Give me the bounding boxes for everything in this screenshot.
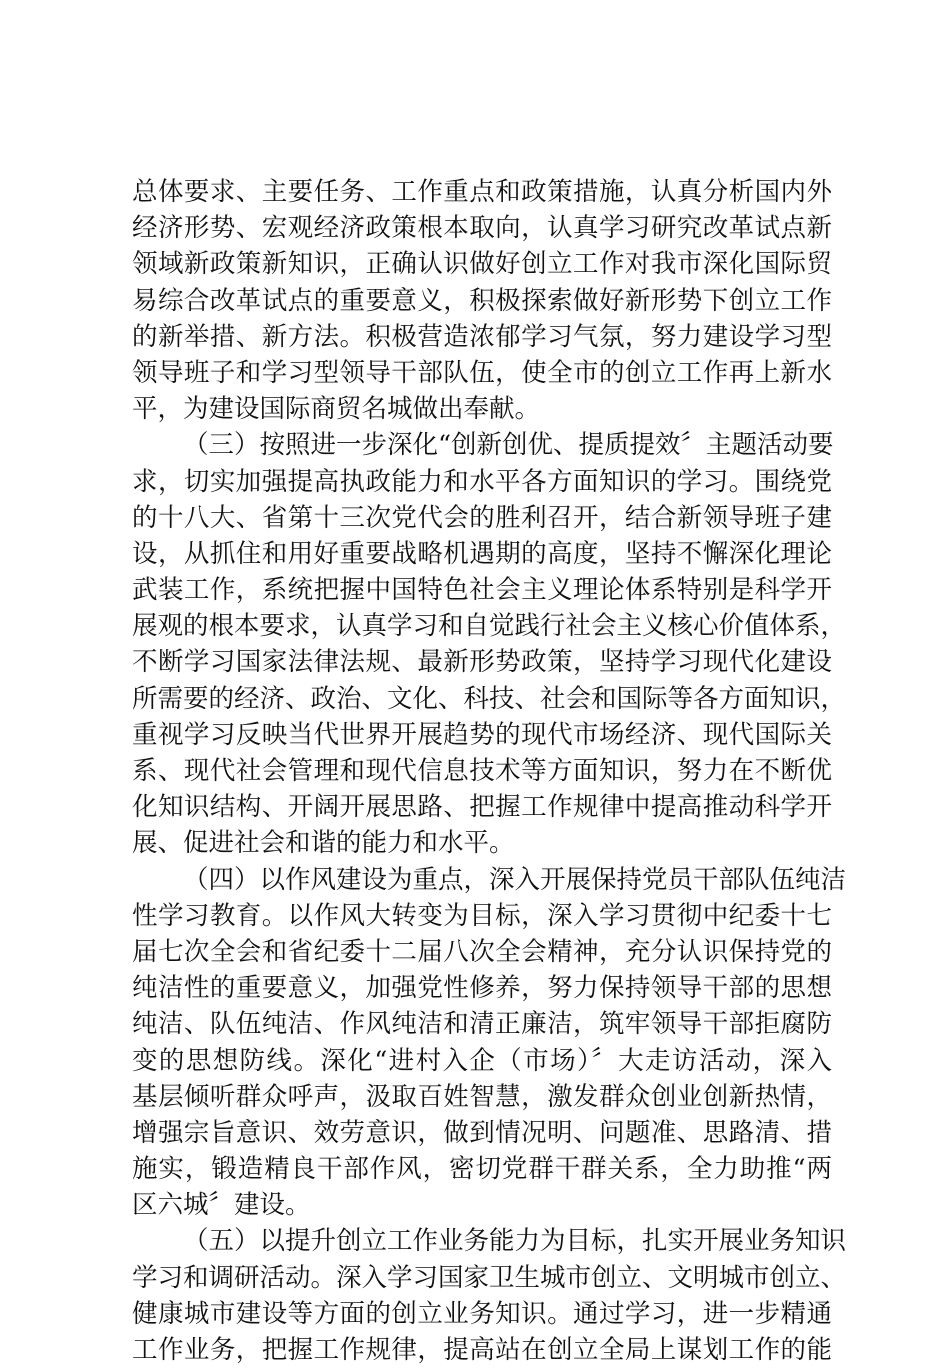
text-line: 的新举措、新方法。积极营造浓郁学习气氛，努力建设学习型 — [132, 321, 832, 352]
text-line: 的十八大、省第十三次党代会的胜利召开，结合新领导班子建 — [132, 502, 832, 533]
text-line: 施实，锻造精良干部作风，密切党群干群关系，全力助推“两 — [132, 1154, 832, 1185]
text-line: 增强宗旨意识、效劳意识，做到情况明、问题准、思路清、措 — [132, 1117, 832, 1148]
text-line: 展、促进社会和谐的能力和水平。 — [132, 828, 515, 859]
text-line: 基层倾听群众呼声，汲取百姓智慧，激发群众创业创新热情， — [132, 1081, 832, 1112]
text-line: 届七次全会和省纪委十二届八次全会精神，充分认识保持党的 — [132, 936, 832, 967]
text-line: 化知识结构、开阔开展思路、把握工作规律中提高推动科学开 — [132, 792, 832, 823]
text-line: 健康城市建设等方面的创立业务知识。通过学习，进一步精通 — [132, 1298, 832, 1329]
text-line: 区六城〞建设。 — [132, 1190, 311, 1221]
body-text — [132, 174, 847, 1368]
text-line: 性学习教育。以作风大转变为目标，深入学习贯彻中纪委十七 — [132, 900, 832, 931]
text-line: 易综合改革试点的重要意义，积极探索做好新形势下创立工作 — [132, 285, 832, 316]
text-line: （四）以作风建设为重点，深入开展保持党员干部队伍纯洁 — [183, 864, 847, 895]
text-line: 变的思想防线。深化“进村入企（市场）〞大走访活动，深入 — [132, 1045, 832, 1076]
text-line: 重视学习反映当代世界开展趋势的现代市场经济、现代国际关 — [132, 719, 832, 750]
text-line: 纯洁、队伍纯洁、作风纯洁和清正廉洁，筑牢领导干部拒腐防 — [132, 1009, 832, 1040]
text-line: 设，从抓住和用好重要战略机遇期的高度，坚持不懈深化理论 — [132, 538, 832, 569]
text-line: 不断学习国家法律法规、最新形势政策，坚持学习现代化建设 — [132, 647, 832, 678]
text-line: 展观的根本要求，认真学习和自觉践行社会主义核心价值体系， — [132, 611, 847, 642]
text-line: 平，为建设国际商贸名城做出奉献。 — [132, 394, 541, 425]
text-line: 总体要求、主要任务、工作重点和政策措施，认真分析国内外 — [132, 177, 832, 207]
text-line: （五）以提升创立工作业务能力为目标，扎实开展业务知识 — [183, 1226, 847, 1257]
text-line: 纯洁性的重要意义，加强党性修养，努力保持领导干部的思想 — [132, 973, 832, 1004]
text-line: 求，切实加强提高执政能力和水平各方面知识的学习。围绕党 — [132, 466, 832, 497]
text-line: 领域新政策新知识，正确认识做好创立工作对我市深化国际贸 — [132, 249, 832, 280]
text-line: 工作业务，把握工作规律，提高站在创立全局上谋划工作的能 — [132, 1335, 832, 1365]
text-line: 学习和调研活动。深入学习国家卫生城市创立、文明城市创立、 — [132, 1262, 847, 1293]
text-line: 系、现代社会管理和现代信息技术等方面知识，努力在不断优 — [132, 756, 832, 786]
text-line: 经济形势、宏观经济政策根本取向，认真学习研究改革试点新 — [132, 213, 832, 244]
text-line: 所需要的经济、政治、文化、科技、社会和国际等各方面知识， — [132, 683, 847, 714]
text-line: 领导班子和学习型领导干部队伍，使全市的创立工作再上新水 — [132, 357, 832, 388]
text-line: （三）按照进一步深化“创新创优、提质提效〞主题活动要 — [183, 430, 834, 461]
text-line: 武装工作，系统把握中国特色社会主义理论体系特别是科学开 — [132, 575, 832, 606]
